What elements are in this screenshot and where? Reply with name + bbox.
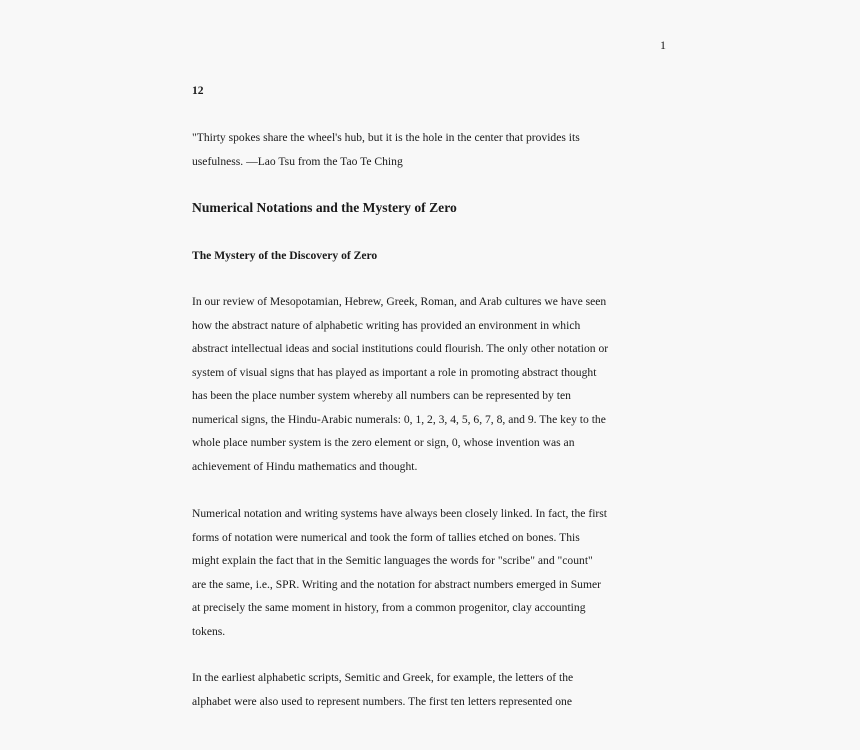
paragraph-2-line: forms of notation were numerical and took the form of tallies etched on bones. This (192, 530, 580, 544)
paragraph-2-line: might explain the fact that in the Semitic languages the words for "scribe" and "count" (192, 554, 593, 567)
section-number: 12 (192, 84, 204, 97)
quote-line: usefulness. —Lao Tsu from the Tao Te Ching (192, 154, 403, 168)
chapter-heading: Numerical Notations and the Mystery of Zero (192, 200, 457, 215)
page-number: 1 (660, 38, 666, 52)
paragraph-1-line: numerical signs, the Hindu-Arabic numerals: 0, 1, 2, 3, 4, 5, 6, 7, 8, and 9. The key to the (192, 412, 606, 426)
paragraph-2-line: Numerical notation and writing systems have always been closely linked. In fact, the first (192, 507, 608, 520)
paragraph-1-line: how the abstract nature of alphabetic writing has provided an environment in which (192, 318, 581, 332)
paragraph-1-line: achievement of Hindu mathematics and thought. (192, 459, 418, 473)
paragraph-2-line: at precisely the same moment in history, from a common progenitor, clay accounting (192, 601, 586, 614)
section-subheading: The Mystery of the Discovery of Zero (192, 249, 378, 262)
paragraph-2-line: are the same, i.e., SPR. Writing and the notation for abstract numbers emerged in Sumer (192, 577, 601, 591)
paragraph-1-line: system of visual signs that has played as important a role in promoting abstract thought (192, 365, 597, 379)
paragraph-1-line: whole place number system is the zero element or sign, 0, whose invention was an (192, 436, 575, 449)
quote-line: "Thirty spokes share the wheel's hub, but it is the hole in the center that provides its (192, 131, 580, 144)
paragraph-3-line: In the earliest alphabetic scripts, Semitic and Greek, for example, the letters of the (192, 671, 574, 684)
paragraph-2-line: tokens. (192, 624, 226, 638)
paragraph-1-line: In our review of Mesopotamian, Hebrew, Greek, Roman, and Arab cultures we have seen (192, 295, 607, 308)
paragraph-1-line: abstract intellectual ideas and social institutions could flourish. The only other notation or (192, 342, 609, 355)
paragraph-1-line: has been the place number system whereby all numbers can be represented by ten (192, 389, 571, 402)
paragraph-3-line: alphabet were also used to represent numbers. The first ten letters represented one (192, 694, 572, 708)
